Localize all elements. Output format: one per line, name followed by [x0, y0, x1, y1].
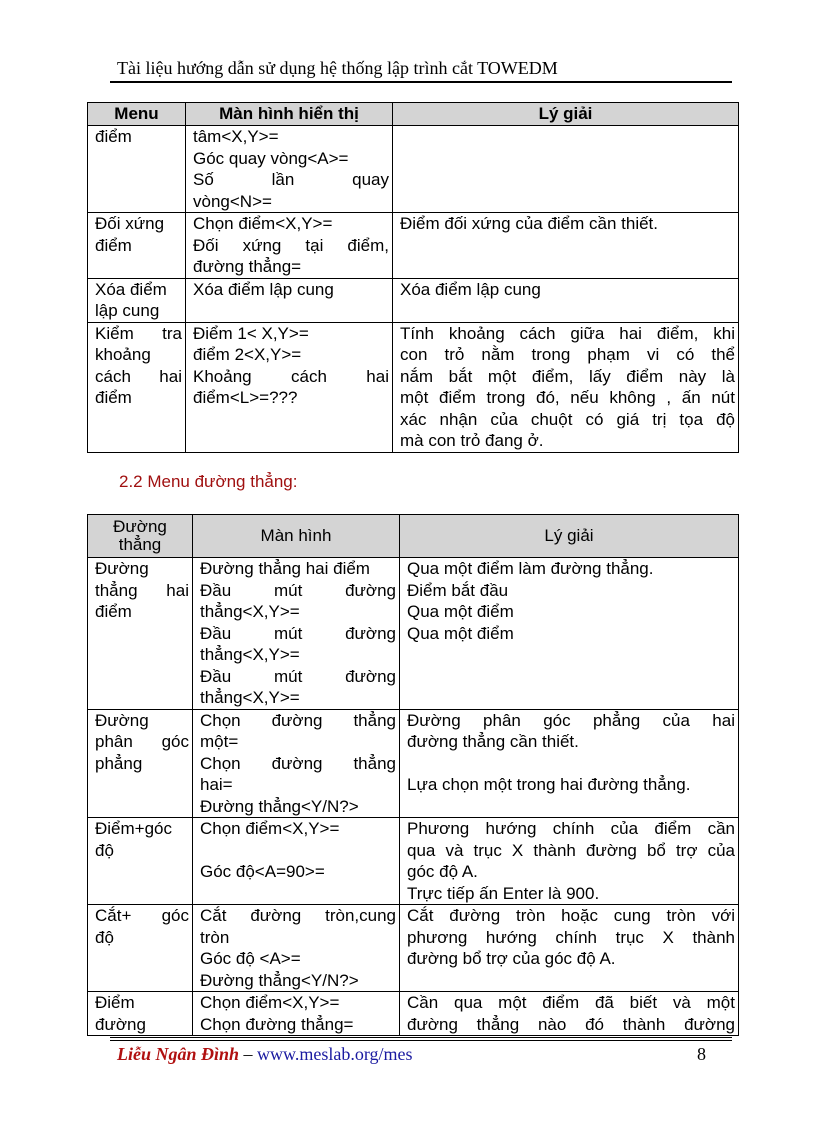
column-header-line-menu: Đường thẳng: [88, 515, 193, 558]
screen-line: Đầu mút đường: [200, 623, 396, 643]
screen-line: Góc độ <A>=: [200, 949, 301, 968]
column-header-screen: Màn hình: [193, 515, 400, 558]
menu-cell: [88, 278, 186, 322]
menu-cell: [88, 213, 186, 279]
explanation-cell: [400, 818, 739, 905]
screen-line: điểm<L>=???: [193, 388, 298, 407]
table-row: [88, 818, 739, 905]
footer-website-link[interactable]: www.meslab.org/mes: [257, 1044, 413, 1064]
screen-line: Đối xứng tại điểm,: [193, 235, 389, 255]
screen-cell: [186, 322, 393, 452]
screen-cell: [186, 126, 393, 213]
document-header: Tài liệu hướng dẫn sử dụng hệ thống lập trình cắt TOWEDM: [117, 58, 558, 78]
menu-line: thẳng hai: [95, 580, 189, 600]
screen-cell: [193, 818, 400, 905]
explanation-line: xác nhận của chuột có giá trị tọa độ: [400, 409, 735, 429]
screen-line: Góc độ<A=90>=: [200, 862, 325, 881]
menu-line: độ: [95, 840, 114, 860]
menu-cell: [88, 558, 193, 710]
screen-line: điểm 2<X,Y>=: [193, 345, 302, 364]
table-row: [88, 709, 739, 818]
explanation-line: Qua một điểm: [407, 623, 514, 643]
menu-line: cách hai: [95, 366, 182, 386]
column-header-menu: Menu: [88, 103, 186, 126]
menu-line: điểm: [95, 388, 132, 407]
screen-line: Góc quay vòng<A>=: [193, 148, 349, 168]
explanation-line: Trực tiếp ấn Enter là 900.: [407, 883, 600, 903]
menu-line: Điểm+góc: [95, 819, 173, 838]
explanation-line: Cắt đường tròn hoặc cung tròn với: [407, 906, 735, 925]
screen-line: Điểm 1< X,Y>=: [193, 323, 309, 343]
menu-line: phẳng: [95, 753, 143, 773]
screen-line: Khoảng cách hai: [193, 366, 389, 386]
menu-table-points: [87, 102, 739, 453]
explanation-line: đường bổ trợ của góc độ A.: [407, 949, 616, 968]
screen-line: Chọn điểm<X,Y>=: [200, 819, 340, 838]
explanation-line: Đường phân góc phẳng của hai: [407, 710, 735, 730]
screen-line: Đầu mút đường: [200, 580, 396, 600]
screen-line: Đường thẳng<Y/N?>: [200, 796, 359, 816]
menu-cell: [88, 905, 193, 992]
screen-line: Chọn đường thẳng: [200, 710, 396, 730]
screen-spacer: [200, 840, 396, 862]
explanation-line: Qua một điểm làm đường thẳng.: [407, 559, 654, 578]
menu-line: độ: [95, 927, 114, 947]
screen-line: thẳng<X,Y>=: [200, 602, 300, 621]
menu-line: lập cung: [95, 301, 160, 320]
explanation-line: một điểm trong đó, nếu không , ấn nút: [400, 388, 735, 407]
column-header-explanation: Lý giải: [393, 103, 739, 126]
screen-cell: [193, 709, 400, 818]
menu-table-lines: [87, 514, 739, 1036]
screen-line: hai=: [200, 775, 233, 794]
column-header-explanation: Lý giải: [400, 515, 739, 558]
explanation-line: Tính khoảng cách giữa hai điểm, khi: [400, 323, 735, 343]
explanation-cell: [393, 213, 739, 279]
screen-line: Đầu mút đường: [200, 666, 396, 686]
screen-line: Chọn đường thẳng: [200, 753, 396, 773]
screen-line: Chọn đường thẳng=: [200, 1014, 354, 1034]
menu-line: Điểm: [95, 993, 135, 1012]
screen-line: một=: [200, 732, 239, 751]
menu-line: điểm: [95, 602, 132, 621]
screen-line: đường thẳng=: [193, 257, 302, 276]
section-title: 2.2 Menu đường thẳng:: [119, 472, 298, 491]
explanation-cell: [393, 322, 739, 452]
screen-cell: [186, 213, 393, 279]
explanation-line: Điểm đối xứng của điểm cần thiết.: [400, 214, 659, 233]
menu-line: Đường: [95, 710, 149, 730]
screen-line: thẳng<X,Y>=: [200, 688, 300, 707]
explanation-line: Lựa chọn một trong hai đường thẳng.: [407, 775, 691, 794]
screen-line: Xóa điểm lập cung: [193, 279, 334, 299]
screen-line: Cắt đường tròn,cung: [200, 906, 396, 925]
menu-line: điểm: [95, 127, 132, 146]
footer-rule-top: [110, 1037, 732, 1038]
table-row: [88, 213, 739, 279]
explanation-line: đường thẳng nào đó thành đường: [407, 1014, 735, 1034]
table-row: [88, 558, 739, 710]
menu-line: điểm: [95, 235, 132, 255]
menu-line: Kiểm tra: [95, 323, 182, 343]
page-number: 8: [697, 1044, 706, 1064]
table-row: [88, 905, 739, 992]
explanation-cell: [400, 992, 739, 1036]
explanation-line: Điểm bắt đầu: [407, 580, 509, 600]
screen-cell: [186, 278, 393, 322]
table-row: [88, 322, 739, 452]
explanation-cell: [393, 126, 739, 213]
table-row: [88, 278, 739, 322]
explanation-line: Qua một điểm: [407, 602, 514, 621]
screen-cell: [193, 905, 400, 992]
explanation-cell: [393, 278, 739, 322]
explanation-line: Cần qua một điểm đã biết và một: [407, 993, 735, 1012]
document-footer: [117, 1044, 717, 1065]
header-rule: [110, 81, 732, 83]
menu-cell: [88, 709, 193, 818]
explanation-spacer: [407, 753, 735, 775]
menu-line: đường: [95, 1014, 146, 1034]
screen-line: Đường thẳng<Y/N?>: [200, 970, 359, 990]
screen-line: tâm<X,Y>=: [193, 127, 279, 146]
menu-cell: [88, 818, 193, 905]
menu-line: Đối xứng: [95, 214, 165, 233]
screen-line: vòng<N>=: [193, 191, 272, 211]
footer-separator: –: [239, 1044, 258, 1064]
explanation-line: Phương hướng chính của điểm cần: [407, 819, 735, 838]
screen-cell: [193, 558, 400, 710]
screen-line: Số lần quay: [193, 170, 389, 189]
menu-line: phân góc: [95, 732, 189, 751]
menu-cell: [88, 992, 193, 1036]
footer-author: Liễu Ngân Đình: [117, 1044, 240, 1064]
explanation-line: con trỏ nằm trong phạm vi có thể: [400, 345, 735, 364]
explanation-cell: [400, 558, 739, 710]
screen-line: Chọn điểm<X,Y>=: [200, 993, 340, 1012]
screen-line: tròn: [200, 927, 230, 947]
menu-cell: [88, 126, 186, 213]
menu-cell: [88, 322, 186, 452]
explanation-line: phương hướng chính trục X thành: [407, 927, 735, 947]
explanation-cell: [400, 905, 739, 992]
footer-rule-bottom: [110, 1040, 732, 1041]
explanation-line: qua và trục X thành đường bổ trợ của: [407, 840, 735, 860]
menu-line: Xóa điểm: [95, 279, 167, 299]
screen-line: Chọn điểm<X,Y>=: [193, 214, 333, 233]
table-row: [88, 992, 739, 1036]
explanation-line: mà con trỏ đang ở.: [400, 431, 544, 450]
explanation-line: góc độ A.: [407, 862, 478, 881]
menu-line: Đường: [95, 559, 149, 578]
table-header-row: [88, 515, 739, 558]
explanation-cell: [400, 709, 739, 818]
menu-line: khoảng: [95, 345, 151, 364]
column-header-screen: Màn hình hiển thị: [186, 103, 393, 126]
table-header-row: [88, 103, 739, 126]
table-row: [88, 126, 739, 213]
explanation-line: nắm bắt một điểm, lấy điểm này là: [400, 366, 735, 386]
menu-line: Cắt+ góc: [95, 906, 189, 925]
screen-cell: [193, 992, 400, 1036]
screen-line: thẳng<X,Y>=: [200, 645, 300, 664]
explanation-line: Xóa điểm lập cung: [400, 279, 541, 299]
explanation-line: đường thẳng cần thiết.: [407, 732, 579, 751]
screen-line: Đường thẳng hai điểm: [200, 559, 370, 578]
